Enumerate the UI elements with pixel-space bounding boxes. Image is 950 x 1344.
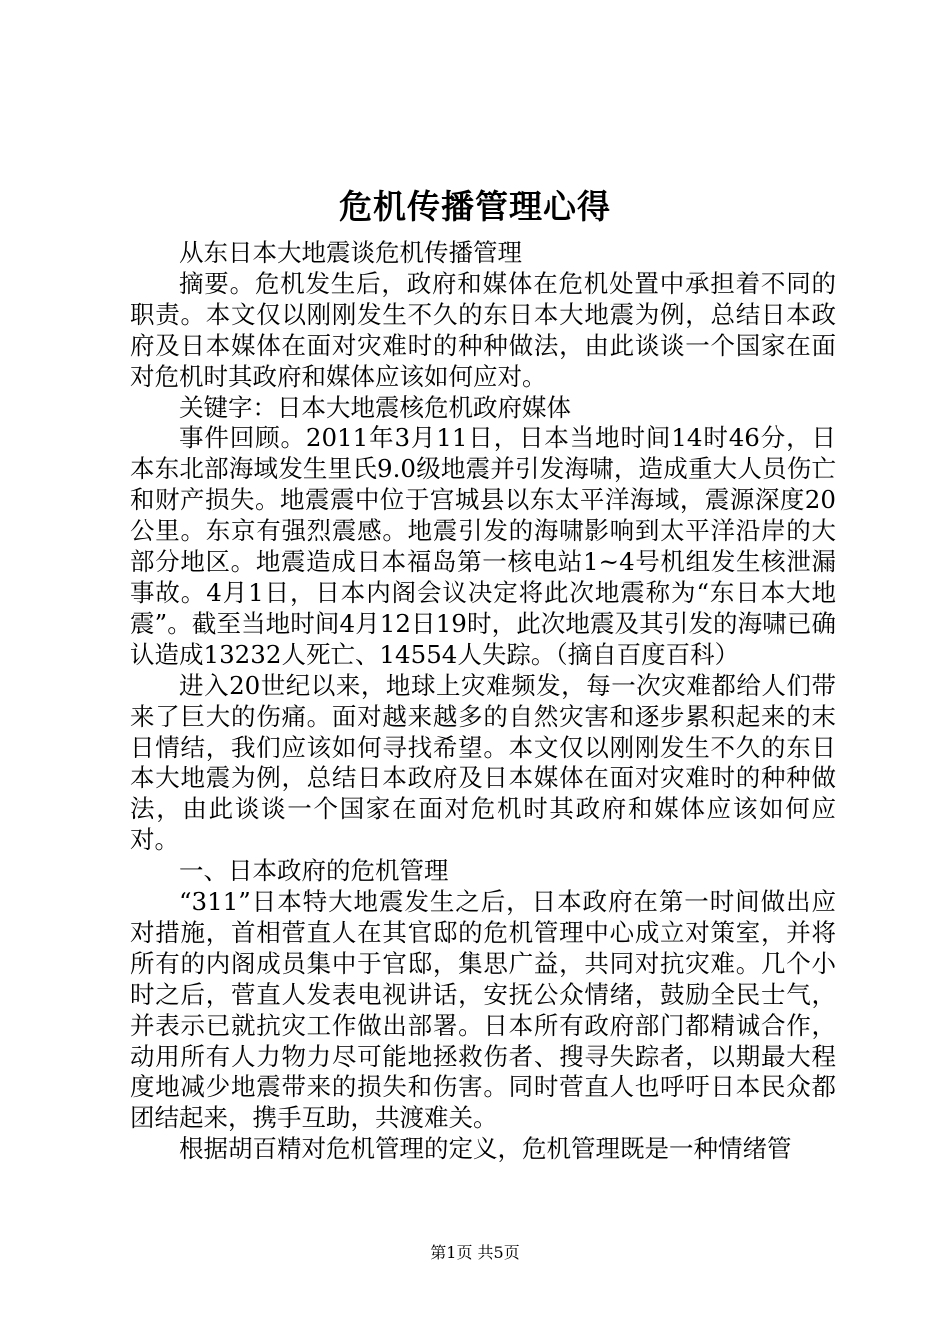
- intro-paragraph: 进入20世纪以来，地球上灾难频发，每一次灾难都给人们带来了巨大的伤痛。面对越来越多的自然灾害和逐步累积起来的末日情结，我们应该如何寻找希望。本文仅以刚刚发生不久的东日本大地震为例，总结日本政府及日本媒体在面对灾难时的种种做法，由此谈谈一个国家在面对危机时其政府和媒体应该如何应对。: [130, 670, 836, 855]
- page-footer: 第1页 共5页: [430, 1243, 520, 1262]
- subtitle-paragraph: 从东日本大地震谈危机传播管理: [179, 238, 522, 267]
- definition-paragraph: 根据胡百精对危机管理的定义，危机管理既是一种情绪管: [179, 1134, 792, 1164]
- document-body: [130, 238, 836, 1165]
- government-response-paragraph: “311”日本特大地震发生之后，日本政府在第一时间做出应对措施，首相菅直人在其官邸的危机管理中心成立对策室，并将所有的内阁成员集中于官邸，集思广益，共同对抗灾难。几个小时之后，菅直人发表电视讲话，安抚公众情绪，鼓励全民士气，并表示已就抗灾工作做出部署。日本所有政府部门都精诚合作，动用所有人力物力尽可能地拯救伤者、搜寻失踪者，以期最大程度地减少地震带来的损失和伤害。同时菅直人也呼吁日本民众都团结起来，携手互助，共渡难关。: [130, 887, 836, 1133]
- document-title: 危机传播管理心得: [339, 187, 611, 226]
- keywords-paragraph: 关键字：日本大地震核危机政府媒体: [179, 392, 571, 422]
- event-review-paragraph: 事件回顾。2011年3月11日，日本当地时间14时46分，日本东北部海域发生里氏9.0级地震并引发海啸，造成重大人员伤亡和财产损失。地震震中位于宫城县以东太平洋海域，震源深度20公里。东京有强烈震感。地震引发的海啸影响到太平洋沿岸的大部分地区。地震造成日本福岛第一核电站1~4号机组发生核泄漏事故。4月1日，日本内阁会议决定将此次地震称为“东日本大地震”。截至当地时间4月12日19时，此次地震及其引发的海啸已确认造成13232人死亡、14554人失踪。（摘自百度百科）: [130, 423, 836, 669]
- abstract-paragraph: 摘要。危机发生后，政府和媒体在危机处置中承担着不同的职责。本文仅以刚刚发生不久的东日本大地震为例，总结日本政府及日本媒体在面对灾难时的种种做法，由此谈谈一个国家在面对危机时其政府和媒体应该如何应对。: [130, 268, 836, 391]
- section-heading: 一、日本政府的危机管理: [179, 856, 449, 886]
